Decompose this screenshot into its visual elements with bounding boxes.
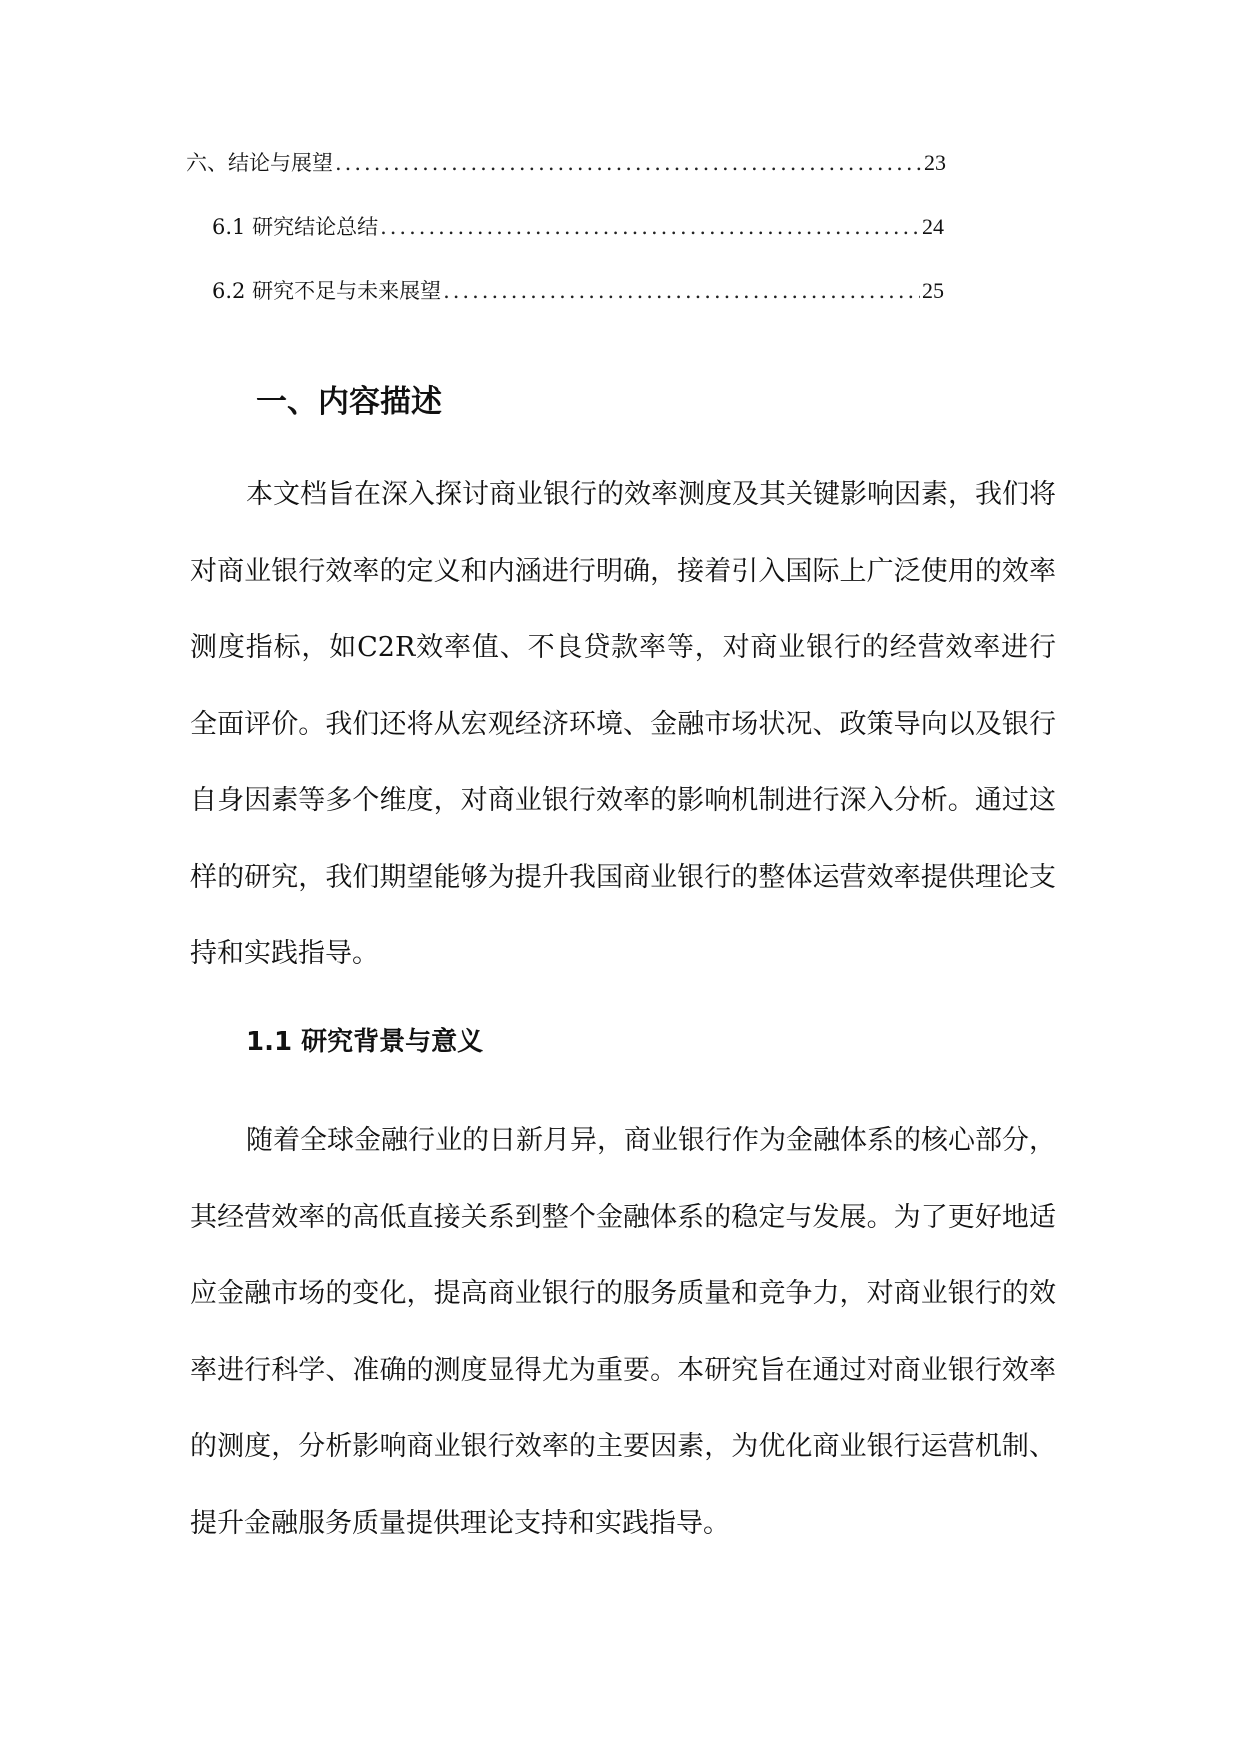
toc-entry-conclusion[interactable] [186,148,946,178]
section-heading: 一、内容描述 [256,384,442,420]
subsection-heading: 1.1 研究背景与意义 [246,1027,484,1057]
table-of-contents [186,148,946,306]
toc-entry-label: 六、结论与展望 [186,151,333,175]
subsection-paragraph: 随着全球金融行业的日新月异，商业银行作为金融体系的核心部分，其经营效率的高低直接关系到整个金融体系的稳定与发展。为了更好地适应金融市场的变化，提高商业银行的服务质量和竞争力，对商业银行的效率进行科学、准确的测度显得尤为重要。本研究旨在通过对商业银行效率的测度，分析影响商业银行效率的主要因素，为优化商业银行运营机制、提升金融服务质量提供理论支持和实践指导。 [190,1125,1056,1539]
toc-leader-dots [380,212,920,242]
toc-entry-page: 24 [922,214,944,239]
toc-entry-label: 6.2 研究不足与未来展望 [212,279,442,303]
toc-entry-label: 6.1 研究结论总结 [212,215,379,239]
toc-entry-page: 23 [924,150,946,175]
toc-entry-page: 25 [922,278,944,303]
toc-leader-dots [443,276,920,306]
toc-leader-dots [335,148,922,178]
toc-entry-outlook[interactable] [212,276,944,306]
toc-entry-summary[interactable] [212,212,944,242]
section-paragraph: 本文档旨在深入探讨商业银行的效率测度及其关键影响因素，我们将对商业银行效率的定义和内涵进行明确，接着引入国际上广泛使用的效率测度指标，如C2R效率值、不良贷款率等，对商业银行的经营效率进行全面评价。我们还将从宏观经济环境、金融市场状况、政策导向以及银行自身因素等多个维度，对商业银行效率的影响机制进行深入分析。通过这样的研究，我们期望能够为提升我国商业银行的整体运营效率提供理论支持和实践指导。 [190,479,1056,969]
